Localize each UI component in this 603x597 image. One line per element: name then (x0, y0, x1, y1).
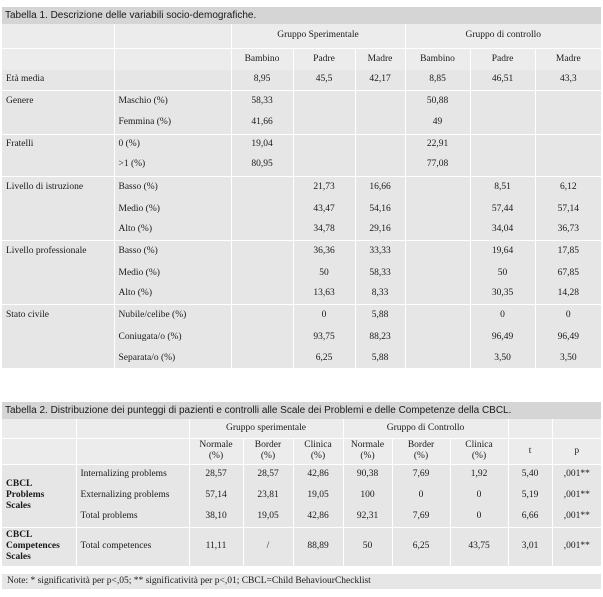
table1-value-cell: 49 (405, 112, 470, 134)
table2-note: Note: * significatività per p<,05; ** significatività per p<,01; CBCL=Child BehaviourChecklist (2, 573, 601, 589)
table1-value-cell: 34,78 (293, 220, 355, 240)
table1-value-cell: 17,85 (535, 240, 601, 262)
table1-value-cell (470, 112, 535, 134)
table1-value-cell (405, 284, 470, 304)
table2-value-cell: 0 (450, 485, 508, 506)
table2-group-sperimentale: Gruppo sperimentale (189, 419, 343, 438)
table2-row (2, 527, 601, 566)
table1-value-cell (470, 90, 535, 112)
table1-value-cell: 3,50 (535, 348, 601, 368)
p-value: ,001** (552, 464, 601, 485)
table1-subheader-cell: Padre (293, 48, 355, 70)
table1-value-cell (535, 90, 601, 112)
table1-value-cell (293, 90, 355, 112)
scale-name: Total problems (76, 506, 189, 527)
table1-group-sperimentale: Gruppo Sperimentale (231, 24, 405, 48)
scale-name: Externalizing problems (76, 485, 189, 506)
table1-value-cell (231, 326, 293, 348)
category-label: Separata/o (%) (114, 348, 231, 368)
variable-label: Stato civile (6, 309, 50, 320)
table2-value-cell: 42,86 (293, 506, 343, 527)
subheader-line: Border (254, 440, 282, 450)
subheader-unit: (%) (413, 451, 429, 461)
table1-value-cell (535, 134, 601, 154)
table1-value-cell (405, 198, 470, 220)
table2 (2, 419, 601, 566)
variable-label (2, 154, 114, 176)
table1-value-cell: 42,17 (355, 70, 405, 90)
table1-value-cell: 6,12 (535, 176, 601, 198)
table1-value-cell (405, 304, 470, 326)
table1-subheader-cell: Bambino (405, 48, 470, 70)
table1-value-cell: 0 (470, 304, 535, 326)
table1-row (2, 284, 601, 304)
table1-row (2, 198, 601, 220)
scale-group-label (2, 527, 76, 566)
table2-subheader (2, 438, 601, 464)
category-label (114, 70, 231, 90)
table1-caption: Tabella 1. Descrizione delle variabili socio-demografiche. (2, 7, 601, 24)
table1-value-cell: 43,3 (535, 70, 601, 90)
table1-value-cell: 58,33 (231, 90, 293, 112)
scale-label-line: CBCL (6, 530, 33, 541)
table1-value-cell: 8,51 (470, 176, 535, 198)
table1-subheader-cell: Bambino (231, 48, 293, 70)
table2-value-cell: 0 (450, 506, 508, 527)
table2-caption: Tabella 2. Distribuzione dei punteggi di pazienti e controlli alle Scale dei Problemi e delle Competenze della CBCL. (2, 402, 601, 419)
scale-group-label (2, 464, 76, 527)
table1-value-cell: 22,91 (405, 134, 470, 154)
variable-label (2, 198, 114, 220)
table2-value-cell: 43,75 (450, 527, 508, 566)
t-value: 6,66 (508, 506, 552, 527)
table1-row (2, 304, 601, 326)
t-value: 3,01 (508, 527, 552, 566)
table2-t-header: t (508, 438, 552, 464)
table2-value-cell: 7,69 (392, 506, 450, 527)
table1-value-cell (535, 154, 601, 176)
scale-label-line: Problems (6, 490, 45, 500)
table2-value-cell: 23,81 (243, 485, 293, 506)
table1-row (2, 154, 601, 176)
table2-value-cell: 28,57 (189, 464, 243, 485)
table1-value-cell: 8,33 (355, 284, 405, 304)
table1-value-cell (231, 284, 293, 304)
category-label: Medio (%) (114, 262, 231, 284)
table1-value-cell (355, 90, 405, 112)
scale-label-line: Scales (6, 501, 31, 511)
table2-value-cell: 92,31 (343, 506, 392, 527)
table1-value-cell (405, 240, 470, 262)
table2-row (2, 485, 601, 506)
category-label: >1 (%) (114, 154, 231, 176)
table1-value-cell: 41,66 (231, 112, 293, 134)
table1-value-cell: 5,88 (355, 304, 405, 326)
table1-value-cell: 36,73 (535, 220, 601, 240)
category-label: 0 (%) (114, 134, 231, 154)
table2-row (2, 506, 601, 527)
table1-value-cell: 96,49 (470, 326, 535, 348)
table1-value-cell: 29,16 (355, 220, 405, 240)
variable-label: Genere (6, 95, 34, 106)
variable-label (2, 112, 114, 134)
table1-row (2, 134, 601, 154)
table1-group-header (2, 24, 601, 48)
variable-label: Livello di istruzione (6, 181, 84, 192)
table1-value-cell (470, 134, 535, 154)
p-value: ,001** (552, 485, 601, 506)
category-label: Coniugata/o (%) (114, 326, 231, 348)
table1-value-cell: 16,66 (355, 176, 405, 198)
table1-value-cell: 5,88 (355, 348, 405, 368)
table1-value-cell: 96,49 (535, 326, 601, 348)
scale-name: Total competences (76, 527, 189, 566)
t-value: 5,40 (508, 464, 552, 485)
table2-value-cell: 28,57 (243, 464, 293, 485)
table2-value-cell: 88,89 (293, 527, 343, 566)
table1-value-cell: 30,35 (470, 284, 535, 304)
category-label: Medio (%) (114, 198, 231, 220)
table1-value-cell: 8,95 (231, 70, 293, 90)
table2-group-header (2, 419, 601, 438)
table1-row (2, 70, 601, 90)
table2-p-header: p (552, 438, 601, 464)
table2-value-cell: 11,11 (189, 527, 243, 566)
table2-value-cell: / (243, 527, 293, 566)
table1-value-cell (231, 220, 293, 240)
variable-label: Livello professionale (6, 245, 87, 256)
table1-value-cell: 50 (470, 262, 535, 284)
subheader-unit: (%) (360, 451, 375, 461)
category-label: Maschio (%) (114, 90, 231, 112)
table1-value-cell: 93,75 (293, 326, 355, 348)
table1-row (2, 326, 601, 348)
category-label: Basso (%) (114, 176, 231, 198)
table1-value-cell: 54,16 (355, 198, 405, 220)
table2-value-cell: 90,38 (343, 464, 392, 485)
table1-value-cell: 46,51 (470, 70, 535, 90)
table1-row (2, 176, 601, 198)
variable-label (2, 284, 114, 304)
subheader-line: Clinica (304, 440, 332, 450)
table1-value-cell: 13,63 (293, 284, 355, 304)
table1-value-cell (405, 176, 470, 198)
table1-value-cell: 0 (293, 304, 355, 326)
table1-row (2, 262, 601, 284)
table2-value-cell: 19,05 (243, 506, 293, 527)
table1-value-cell: 3,50 (470, 348, 535, 368)
subheader-unit: (%) (310, 451, 326, 461)
subheader-line: Border (407, 440, 435, 450)
table1-value-cell (355, 112, 405, 134)
table1-value-cell: 43,47 (293, 198, 355, 220)
category-label: Alto (%) (114, 284, 231, 304)
table1-value-cell: 67,85 (535, 262, 601, 284)
table1-value-cell (231, 304, 293, 326)
variable-label (2, 326, 114, 348)
table1-value-cell: 58,33 (355, 262, 405, 284)
table1-value-cell (231, 198, 293, 220)
table1-value-cell (231, 176, 293, 198)
table1-value-cell (470, 154, 535, 176)
table2-value-cell: 0 (392, 485, 450, 506)
table1 (2, 24, 601, 368)
t-value: 5,19 (508, 485, 552, 506)
table1-value-cell (355, 134, 405, 154)
table1-value-cell (405, 326, 470, 348)
table1-subheader (2, 48, 601, 70)
scale-label-line: Competences (6, 541, 60, 552)
table2-value-cell: 6,25 (392, 527, 450, 566)
scale-label-line: CBCL (6, 479, 33, 489)
subheader-unit: (%) (471, 451, 487, 461)
table1-row (2, 112, 601, 134)
table1-value-cell (405, 262, 470, 284)
subheader-line: Normale (199, 440, 233, 450)
table1-value-cell: 77,08 (405, 154, 470, 176)
table1-value-cell (355, 154, 405, 176)
variable-label (2, 220, 114, 240)
table1-subheader-cell: Madre (355, 48, 405, 70)
table1-value-cell: 57,14 (535, 198, 601, 220)
table2-row (2, 464, 601, 485)
table1-value-cell: 19,64 (470, 240, 535, 262)
table1-value-cell (405, 348, 470, 368)
table1-value-cell (293, 134, 355, 154)
table2-value-cell: 50 (343, 527, 392, 566)
table1-value-cell (535, 112, 601, 134)
table1-value-cell (405, 220, 470, 240)
table1-value-cell (231, 262, 293, 284)
scale-label-line: Scales (6, 552, 31, 563)
p-value: ,001** (552, 506, 601, 527)
table2-group-controllo: Gruppo di Controllo (343, 419, 508, 438)
subheader-unit: (%) (208, 451, 224, 461)
p-value: ,001** (552, 527, 601, 566)
table2-value-cell: 1,92 (450, 464, 508, 485)
table1-value-cell: 57,44 (470, 198, 535, 220)
table1-value-cell (293, 112, 355, 134)
table1-value-cell: 21,73 (293, 176, 355, 198)
table1-row (2, 348, 601, 368)
table1-value-cell (231, 240, 293, 262)
table1-value-cell: 36,36 (293, 240, 355, 262)
category-label: Nubile/celibe (%) (114, 304, 231, 326)
table1-value-cell: 8,85 (405, 70, 470, 90)
table1-value-cell: 14,28 (535, 284, 601, 304)
subheader-line: Clinica (465, 440, 493, 450)
table1-value-cell (293, 154, 355, 176)
table1-group-controllo: Gruppo di controllo (405, 24, 601, 48)
table1-value-cell (231, 348, 293, 368)
table1-value-cell: 45,5 (293, 70, 355, 90)
table1-row (2, 220, 601, 240)
table1-value-cell: 34,04 (470, 220, 535, 240)
table1-value-cell: 19,04 (231, 134, 293, 154)
table1-value-cell: 80,95 (231, 154, 293, 176)
table2-value-cell: 38,10 (189, 506, 243, 527)
category-label: Alto (%) (114, 220, 231, 240)
table1-value-cell: 88,23 (355, 326, 405, 348)
subheader-line: Normale (350, 440, 385, 450)
table1-value-cell: 50,88 (405, 90, 470, 112)
table2-value-cell: 19,05 (293, 485, 343, 506)
category-label: Femmina (%) (114, 112, 231, 134)
category-label: Basso (%) (114, 240, 231, 262)
table2-value-cell: 7,69 (392, 464, 450, 485)
scale-name: Internalizing problems (76, 464, 189, 485)
table2-value-cell: 57,14 (189, 485, 243, 506)
variable-label (2, 348, 114, 368)
table1-row (2, 90, 601, 112)
table1-value-cell: 50 (293, 262, 355, 284)
table1-subheader-cell: Madre (535, 48, 601, 70)
variable-label (2, 262, 114, 284)
table1-value-cell: 33,33 (355, 240, 405, 262)
table2-value-cell: 42,86 (293, 464, 343, 485)
subheader-unit: (%) (260, 451, 276, 461)
table1-subheader-cell: Padre (470, 48, 535, 70)
variable-label: Fratelli (6, 138, 34, 149)
variable-label: Età media (6, 74, 45, 85)
table1-value-cell: 0 (535, 304, 601, 326)
table1-row (2, 240, 601, 262)
table2-value-cell: 100 (343, 485, 392, 506)
table1-value-cell: 6,25 (293, 348, 355, 368)
